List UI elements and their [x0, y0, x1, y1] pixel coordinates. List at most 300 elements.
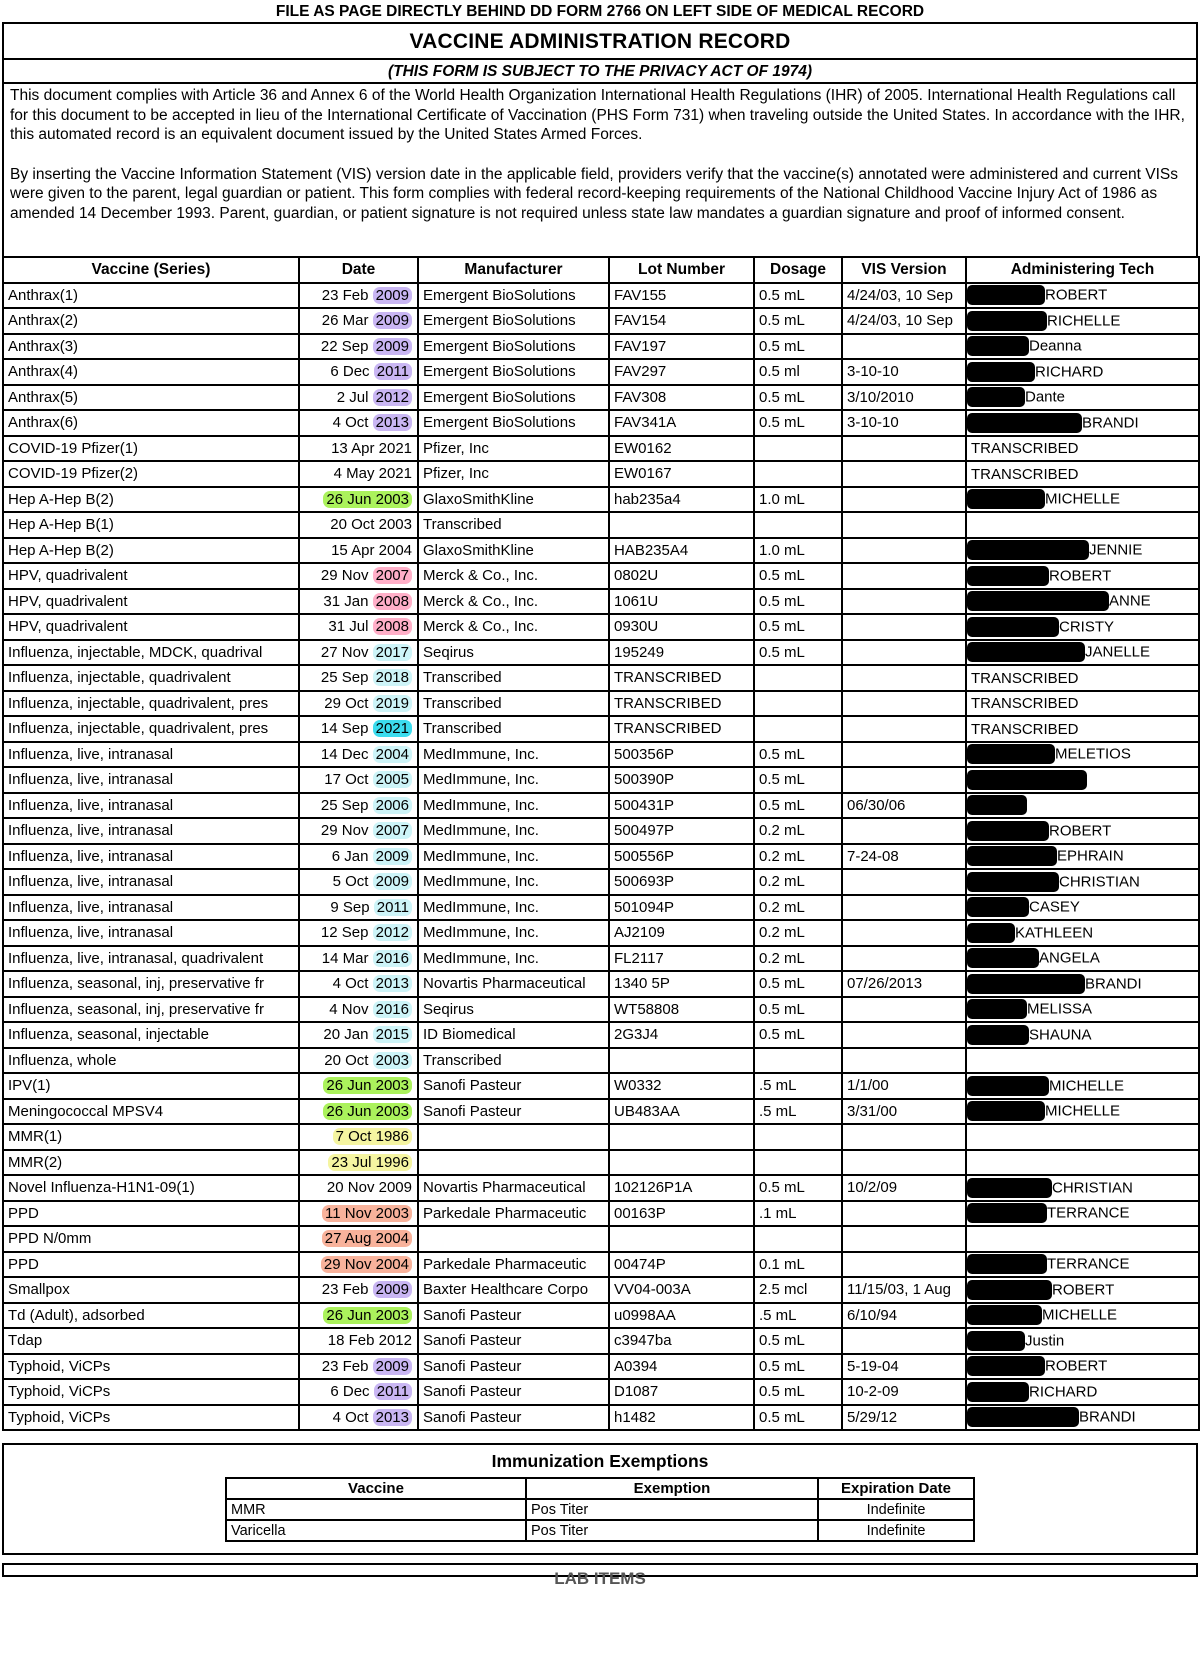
administering-tech-cell: [966, 767, 1199, 793]
administering-tech-cell: [966, 1150, 1199, 1176]
vaccine-name-cell: Anthrax(4): [3, 359, 299, 385]
redaction-box: [967, 795, 1027, 815]
date-cell: 14 Sep 2021: [299, 716, 418, 742]
manufacturer-cell: Emergent BioSolutions: [418, 410, 609, 436]
administering-tech-cell: [966, 665, 1199, 691]
vaccine-name-cell: IPV(1): [3, 1073, 299, 1099]
column-header-manufacturer: Manufacturer: [418, 257, 609, 283]
administering-tech-cell: [966, 1252, 1199, 1278]
dosage-cell: 1.0 mL: [754, 487, 842, 513]
date-cell: 20 Oct 2003: [299, 512, 418, 538]
date-highlight: 2009: [373, 338, 412, 355]
exemption-expiration-cell: Indefinite: [818, 1499, 974, 1520]
column-header-vaccine: Vaccine (Series): [3, 257, 299, 283]
date-cell: [299, 1073, 418, 1099]
filing-instruction: FILE AS PAGE DIRECTLY BEHIND DD FORM 2766 ON LEFT SIDE OF MEDICAL RECORD: [275, 3, 925, 20]
date-highlight: 2011: [374, 899, 412, 916]
dosage-cell: [754, 716, 842, 742]
administering-tech-cell: [966, 563, 1199, 589]
lot-number-cell: u0998AA: [609, 1303, 754, 1329]
table-row: [3, 436, 1199, 462]
vis-version-cell: [842, 818, 966, 844]
vaccine-name-cell: Influenza, seasonal, inj, preservative fr: [3, 971, 299, 997]
administering-tech-cell: [966, 487, 1199, 513]
tech-name: CASEY: [1029, 898, 1080, 916]
date-cell: [299, 1150, 418, 1176]
tech-name: MICHELLE: [1045, 490, 1121, 508]
date-highlight: 2019: [373, 695, 412, 712]
vis-version-cell: 10-2-09: [842, 1379, 966, 1405]
dosage-cell: 0.5 mL: [754, 971, 842, 997]
tech-name: Dante: [1025, 388, 1066, 406]
redaction-box: [967, 1203, 1047, 1223]
date-cell: 4 Oct 2013: [299, 410, 418, 436]
manufacturer-cell: MedImmune, Inc.: [418, 920, 609, 946]
date-cell: [299, 1226, 418, 1252]
date-cell: 27 Nov 2017: [299, 640, 418, 666]
vis-version-cell: [842, 895, 966, 921]
vis-version-cell: [842, 1022, 966, 1048]
table-row: [3, 487, 1199, 513]
partial-section-title: LAB ITEMS: [2, 1563, 1198, 1577]
vaccine-name-cell: Influenza, injectable, MDCK, quadrival: [3, 640, 299, 666]
administering-tech-cell: [966, 793, 1199, 819]
exemption-type-cell: Pos Titer: [526, 1499, 818, 1520]
table-row: [3, 410, 1199, 436]
vaccine-name-cell: COVID-19 Pfizer(2): [3, 461, 299, 487]
lot-number-cell: FAV297: [609, 359, 754, 385]
administering-tech-cell: [966, 359, 1199, 385]
lot-number-cell: hab235a4: [609, 487, 754, 513]
administering-tech-cell: [966, 334, 1199, 360]
table-row: [3, 691, 1199, 717]
redaction-box: [967, 923, 1015, 943]
dosage-cell: 0.5 mL: [754, 793, 842, 819]
tech-name: BRANDI: [1085, 975, 1142, 993]
vis-version-cell: [842, 767, 966, 793]
table-row: [3, 895, 1199, 921]
dosage-cell: 0.2 mL: [754, 895, 842, 921]
date-highlight: 2007: [373, 567, 412, 584]
date-cell: 2 Jul 2012: [299, 385, 418, 411]
dosage-cell: [754, 436, 842, 462]
vis-version-cell: [842, 487, 966, 513]
date-highlight: 2005: [373, 771, 412, 788]
date-cell: 25 Sep 2006: [299, 793, 418, 819]
manufacturer-cell: [418, 1226, 609, 1252]
table-row: [3, 1175, 1199, 1201]
tech-name: MICHELLE: [1049, 1077, 1125, 1095]
dosage-cell: 0.5 mL: [754, 589, 842, 615]
vis-version-cell: 5/29/12: [842, 1405, 966, 1431]
vis-version-cell: [842, 512, 966, 538]
vaccine-name-cell: Influenza, live, intranasal: [3, 869, 299, 895]
date-cell: 6 Jan 2009: [299, 844, 418, 870]
administering-tech-cell: [966, 308, 1199, 334]
tech-name: CHRISTIAN: [1059, 873, 1140, 891]
tech-name: MELETIOS: [1055, 745, 1131, 763]
date-cell: 14 Dec 2004: [299, 742, 418, 768]
vaccine-name-cell: Influenza, live, intranasal: [3, 793, 299, 819]
exemption-vaccine-cell: Varicella: [226, 1520, 526, 1541]
dosage-cell: 0.5 mL: [754, 640, 842, 666]
lot-number-cell: 1340 5P: [609, 971, 754, 997]
table-row: [3, 946, 1199, 972]
administering-tech-cell: [966, 691, 1199, 717]
table-row: [3, 1201, 1199, 1227]
vis-version-cell: [842, 869, 966, 895]
administering-tech-cell: [966, 1201, 1199, 1227]
manufacturer-cell: MedImmune, Inc.: [418, 946, 609, 972]
vis-version-cell: [842, 920, 966, 946]
vaccine-name-cell: Tdap: [3, 1328, 299, 1354]
vis-version-cell: 3-10-10: [842, 359, 966, 385]
vaccine-name-cell: HPV, quadrivalent: [3, 563, 299, 589]
date-highlight: 2016: [373, 1001, 412, 1018]
lot-number-cell: WT58808: [609, 997, 754, 1023]
vaccine-name-cell: Anthrax(6): [3, 410, 299, 436]
lot-number-cell: 500390P: [609, 767, 754, 793]
lot-number-cell: 500693P: [609, 869, 754, 895]
manufacturer-cell: Transcribed: [418, 1048, 609, 1074]
table-row: [3, 1405, 1199, 1431]
vis-version-cell: 4/24/03, 10 Sep: [842, 308, 966, 334]
dosage-cell: 0.5 ml: [754, 359, 842, 385]
date-highlight: 2009: [373, 848, 412, 865]
redaction-box: [967, 1025, 1029, 1045]
redaction-box: [967, 897, 1029, 917]
vis-version-cell: [842, 461, 966, 487]
intro-text-box: [2, 82, 1198, 258]
lot-number-cell: FAV154: [609, 308, 754, 334]
manufacturer-cell: Pfizer, Inc: [418, 461, 609, 487]
tech-name: BRANDI: [1082, 414, 1139, 432]
tech-name: RICHARD: [1029, 1383, 1098, 1401]
administering-tech-cell: [966, 461, 1199, 487]
dosage-cell: 2.5 mcl: [754, 1277, 842, 1303]
lot-number-cell: 0802U: [609, 563, 754, 589]
vis-version-cell: [842, 946, 966, 972]
vis-version-cell: [842, 1328, 966, 1354]
administering-tech-cell: [966, 818, 1199, 844]
vaccine-name-cell: MMR(2): [3, 1150, 299, 1176]
table-row: [3, 997, 1199, 1023]
dosage-cell: 0.5 mL: [754, 385, 842, 411]
vaccine-name-cell: Influenza, live, intranasal: [3, 895, 299, 921]
date-highlight: 2012: [373, 389, 412, 406]
table-row: [3, 742, 1199, 768]
date-cell: 29 Oct 2019: [299, 691, 418, 717]
lot-number-cell: [609, 1048, 754, 1074]
manufacturer-cell: Sanofi Pasteur: [418, 1379, 609, 1405]
lot-number-cell: 0930U: [609, 614, 754, 640]
vis-version-cell: 5-19-04: [842, 1354, 966, 1380]
tech-name: CRISTY: [1059, 618, 1115, 636]
vaccine-name-cell: Hep A-Hep B(2): [3, 538, 299, 564]
table-row: [3, 1303, 1199, 1329]
manufacturer-cell: [418, 1150, 609, 1176]
vaccine-name-cell: Anthrax(3): [3, 334, 299, 360]
immunization-exemptions-section: [2, 1443, 1198, 1555]
vis-version-cell: 06/30/06: [842, 793, 966, 819]
lot-number-cell: HAB235A4: [609, 538, 754, 564]
date-highlight: 23 Jul 1996: [328, 1154, 412, 1171]
dosage-cell: 0.5 mL: [754, 1022, 842, 1048]
manufacturer-cell: Merck & Co., Inc.: [418, 563, 609, 589]
vis-version-cell: [842, 589, 966, 615]
table-row: [3, 1048, 1199, 1074]
vaccine-name-cell: Meningococcal MPSV4: [3, 1099, 299, 1125]
administering-tech-cell: [966, 1405, 1199, 1431]
tech-name: TERRANCE: [1047, 1255, 1130, 1273]
redaction-box: [967, 1382, 1029, 1402]
exemption-type-cell: Pos Titer: [526, 1520, 818, 1541]
dosage-cell: 0.5 mL: [754, 742, 842, 768]
redaction-box: [967, 1305, 1042, 1325]
tech-name: TRANSCRIBED: [971, 465, 1079, 483]
administering-tech-cell: [966, 385, 1199, 411]
date-highlight: 2009: [373, 1281, 412, 1298]
lot-number-cell: FAV155: [609, 283, 754, 309]
tech-name: Justin: [1025, 1332, 1065, 1350]
tech-name: ROBERT: [1045, 1357, 1108, 1375]
lot-number-cell: AJ2109: [609, 920, 754, 946]
dosage-cell: 0.5 mL: [754, 308, 842, 334]
administering-tech-cell: [966, 614, 1199, 640]
dosage-cell: 0.2 mL: [754, 920, 842, 946]
tech-name: ROBERT: [1049, 822, 1112, 840]
manufacturer-cell: MedImmune, Inc.: [418, 742, 609, 768]
manufacturer-cell: Novartis Pharmaceutical: [418, 1175, 609, 1201]
redaction-box: [967, 974, 1085, 994]
redaction-box: [967, 285, 1045, 305]
date-highlight: 26 Jun 2003: [323, 1077, 412, 1094]
date-cell: [299, 1201, 418, 1227]
dosage-cell: .5 mL: [754, 1303, 842, 1329]
dosage-cell: 0.2 mL: [754, 818, 842, 844]
vaccine-name-cell: Novel Influenza-H1N1-09(1): [3, 1175, 299, 1201]
manufacturer-cell: MedImmune, Inc.: [418, 895, 609, 921]
date-cell: [299, 1252, 418, 1278]
vaccine-name-cell: Typhoid, ViCPs: [3, 1354, 299, 1380]
tech-name: CHRISTIAN: [1052, 1179, 1133, 1197]
column-header-dosage: Dosage: [754, 257, 842, 283]
vaccine-name-cell: COVID-19 Pfizer(1): [3, 436, 299, 462]
dosage-cell: 0.5 mL: [754, 614, 842, 640]
manufacturer-cell: Pfizer, Inc: [418, 436, 609, 462]
vis-version-cell: 6/10/94: [842, 1303, 966, 1329]
dosage-cell: [754, 691, 842, 717]
date-cell: 14 Mar 2016: [299, 946, 418, 972]
tech-name: ANNE: [1109, 592, 1151, 610]
manufacturer-cell: [418, 1124, 609, 1150]
administering-tech-cell: [966, 971, 1199, 997]
date-highlight: 27 Aug 2004: [322, 1230, 412, 1247]
administering-tech-cell: [966, 1328, 1199, 1354]
table-row: [3, 614, 1199, 640]
redaction-box: [967, 948, 1039, 968]
lot-number-cell: 500497P: [609, 818, 754, 844]
vaccine-name-cell: Td (Adult), adsorbed: [3, 1303, 299, 1329]
vaccine-name-cell: Influenza, whole: [3, 1048, 299, 1074]
date-highlight: 2013: [373, 975, 412, 992]
date-cell: 4 May 2021: [299, 461, 418, 487]
administering-tech-cell: [966, 844, 1199, 870]
date-highlight: 2015: [373, 1026, 412, 1043]
redaction-box: [967, 489, 1045, 509]
vaccine-name-cell: Influenza, seasonal, injectable: [3, 1022, 299, 1048]
dosage-cell: 0.1 mL: [754, 1252, 842, 1278]
date-cell: [299, 1099, 418, 1125]
date-highlight: 2021: [373, 720, 412, 737]
table-row: [3, 1252, 1199, 1278]
vis-version-cell: 4/24/03, 10 Sep: [842, 283, 966, 309]
vis-version-cell: 3/10/2010: [842, 385, 966, 411]
administering-tech-cell: [966, 1073, 1199, 1099]
vaccine-name-cell: Anthrax(5): [3, 385, 299, 411]
dosage-cell: .5 mL: [754, 1099, 842, 1125]
administering-tech-cell: [966, 869, 1199, 895]
vis-version-cell: [842, 1226, 966, 1252]
date-highlight: 2004: [373, 746, 412, 763]
manufacturer-cell: Seqirus: [418, 640, 609, 666]
table-row: [3, 1379, 1199, 1405]
manufacturer-cell: MedImmune, Inc.: [418, 818, 609, 844]
vis-version-cell: [842, 563, 966, 589]
column-header-vis-version: VIS Version: [842, 257, 966, 283]
date-highlight: 2018: [373, 669, 412, 686]
date-cell: 6 Dec 2011: [299, 1379, 418, 1405]
administering-tech-cell: [966, 895, 1199, 921]
redaction-box: [967, 1101, 1045, 1121]
date-highlight: 7 Oct 1986: [333, 1128, 412, 1145]
manufacturer-cell: Merck & Co., Inc.: [418, 589, 609, 615]
date-highlight: 2009: [373, 312, 412, 329]
manufacturer-cell: Transcribed: [418, 691, 609, 717]
tech-name: ROBERT: [1049, 567, 1112, 585]
redaction-box: [967, 1331, 1025, 1351]
manufacturer-cell: MedImmune, Inc.: [418, 844, 609, 870]
dosage-cell: 0.5 mL: [754, 283, 842, 309]
manufacturer-cell: GlaxoSmithKline: [418, 538, 609, 564]
dosage-cell: [754, 512, 842, 538]
vaccine-table-body: [3, 283, 1199, 1431]
exemptions-table-body: [226, 1499, 974, 1541]
administering-tech-cell: [966, 997, 1199, 1023]
date-cell: 4 Nov 2016: [299, 997, 418, 1023]
date-highlight: 2012: [373, 924, 412, 941]
date-cell: 17 Oct 2005: [299, 767, 418, 793]
dosage-cell: 0.5 mL: [754, 1405, 842, 1431]
table-row: [3, 1124, 1199, 1150]
manufacturer-cell: Emergent BioSolutions: [418, 308, 609, 334]
administering-tech-cell: [966, 1277, 1199, 1303]
manufacturer-cell: MedImmune, Inc.: [418, 793, 609, 819]
date-cell: 6 Dec 2011: [299, 359, 418, 385]
date-cell: 29 Nov 2007: [299, 818, 418, 844]
redaction-box: [967, 1356, 1045, 1376]
vaccine-name-cell: Influenza, live, intranasal: [3, 818, 299, 844]
date-highlight: 2009: [373, 873, 412, 890]
date-highlight: 26 Jun 2003: [323, 491, 412, 508]
vaccine-name-cell: PPD: [3, 1201, 299, 1227]
manufacturer-cell: Parkedale Pharmaceutic: [418, 1201, 609, 1227]
vis-version-cell: [842, 665, 966, 691]
column-header-administering-tech: Administering Tech: [966, 257, 1199, 283]
vaccine-table: [2, 256, 1200, 1431]
vis-version-cell: [842, 997, 966, 1023]
tech-name: RICHARD: [1035, 363, 1104, 381]
redaction-box: [967, 770, 1087, 790]
manufacturer-cell: Sanofi Pasteur: [418, 1328, 609, 1354]
lot-number-cell: VV04-003A: [609, 1277, 754, 1303]
administering-tech-cell: [966, 589, 1199, 615]
exemptions-title: Immunization Exemptions: [491, 1451, 709, 1471]
dosage-cell: 0.5 mL: [754, 334, 842, 360]
date-cell: 20 Nov 2009: [299, 1175, 418, 1201]
vaccine-name-cell: Influenza, seasonal, inj, preservative fr: [3, 997, 299, 1023]
dosage-cell: 0.2 mL: [754, 869, 842, 895]
vis-version-cell: [842, 742, 966, 768]
date-cell: 4 Oct 2013: [299, 1405, 418, 1431]
table-row: [3, 665, 1199, 691]
date-cell: [299, 1124, 418, 1150]
vaccine-name-cell: Hep A-Hep B(1): [3, 512, 299, 538]
vis-version-cell: [842, 716, 966, 742]
table-row: [3, 1354, 1199, 1380]
vaccine-name-cell: Anthrax(1): [3, 283, 299, 309]
lot-number-cell: FL2117: [609, 946, 754, 972]
table-row: [3, 1073, 1199, 1099]
table-row: [3, 793, 1199, 819]
tech-name: ROBERT: [1045, 286, 1108, 304]
manufacturer-cell: Emergent BioSolutions: [418, 334, 609, 360]
manufacturer-cell: Transcribed: [418, 512, 609, 538]
lot-number-cell: FAV341A: [609, 410, 754, 436]
table-row: [3, 1226, 1199, 1252]
dosage-cell: 0.5 mL: [754, 1175, 842, 1201]
table-row: [3, 1328, 1199, 1354]
lot-number-cell: c3947ba: [609, 1328, 754, 1354]
redaction-box: [967, 387, 1025, 407]
exemption-row: [226, 1499, 974, 1520]
privacy-act-notice: (THIS FORM IS SUBJECT TO THE PRIVACY ACT OF 1974): [2, 58, 1198, 84]
dosage-cell: 0.5 mL: [754, 1379, 842, 1405]
date-highlight: 2017: [373, 644, 412, 661]
date-cell: 18 Feb 2012: [299, 1328, 418, 1354]
vis-version-cell: [842, 1124, 966, 1150]
table-row: [3, 844, 1199, 870]
tech-name: RICHELLE: [1047, 312, 1121, 330]
vaccine-name-cell: Smallpox: [3, 1277, 299, 1303]
dosage-cell: 0.5 mL: [754, 1328, 842, 1354]
vis-version-cell: [842, 1150, 966, 1176]
exemption-row: [226, 1520, 974, 1541]
exemption-column-exemption: Exemption: [526, 1478, 818, 1499]
administering-tech-cell: [966, 436, 1199, 462]
manufacturer-cell: Sanofi Pasteur: [418, 1303, 609, 1329]
vis-version-cell: [842, 691, 966, 717]
administering-tech-cell: [966, 716, 1199, 742]
table-row: [3, 1277, 1199, 1303]
tech-name: ANGELA: [1039, 949, 1100, 967]
table-row: [3, 640, 1199, 666]
manufacturer-cell: Sanofi Pasteur: [418, 1354, 609, 1380]
table-row: [3, 589, 1199, 615]
redaction-box: [967, 744, 1055, 764]
vaccine-name-cell: Influenza, live, intranasal: [3, 920, 299, 946]
date-cell: 15 Apr 2004: [299, 538, 418, 564]
